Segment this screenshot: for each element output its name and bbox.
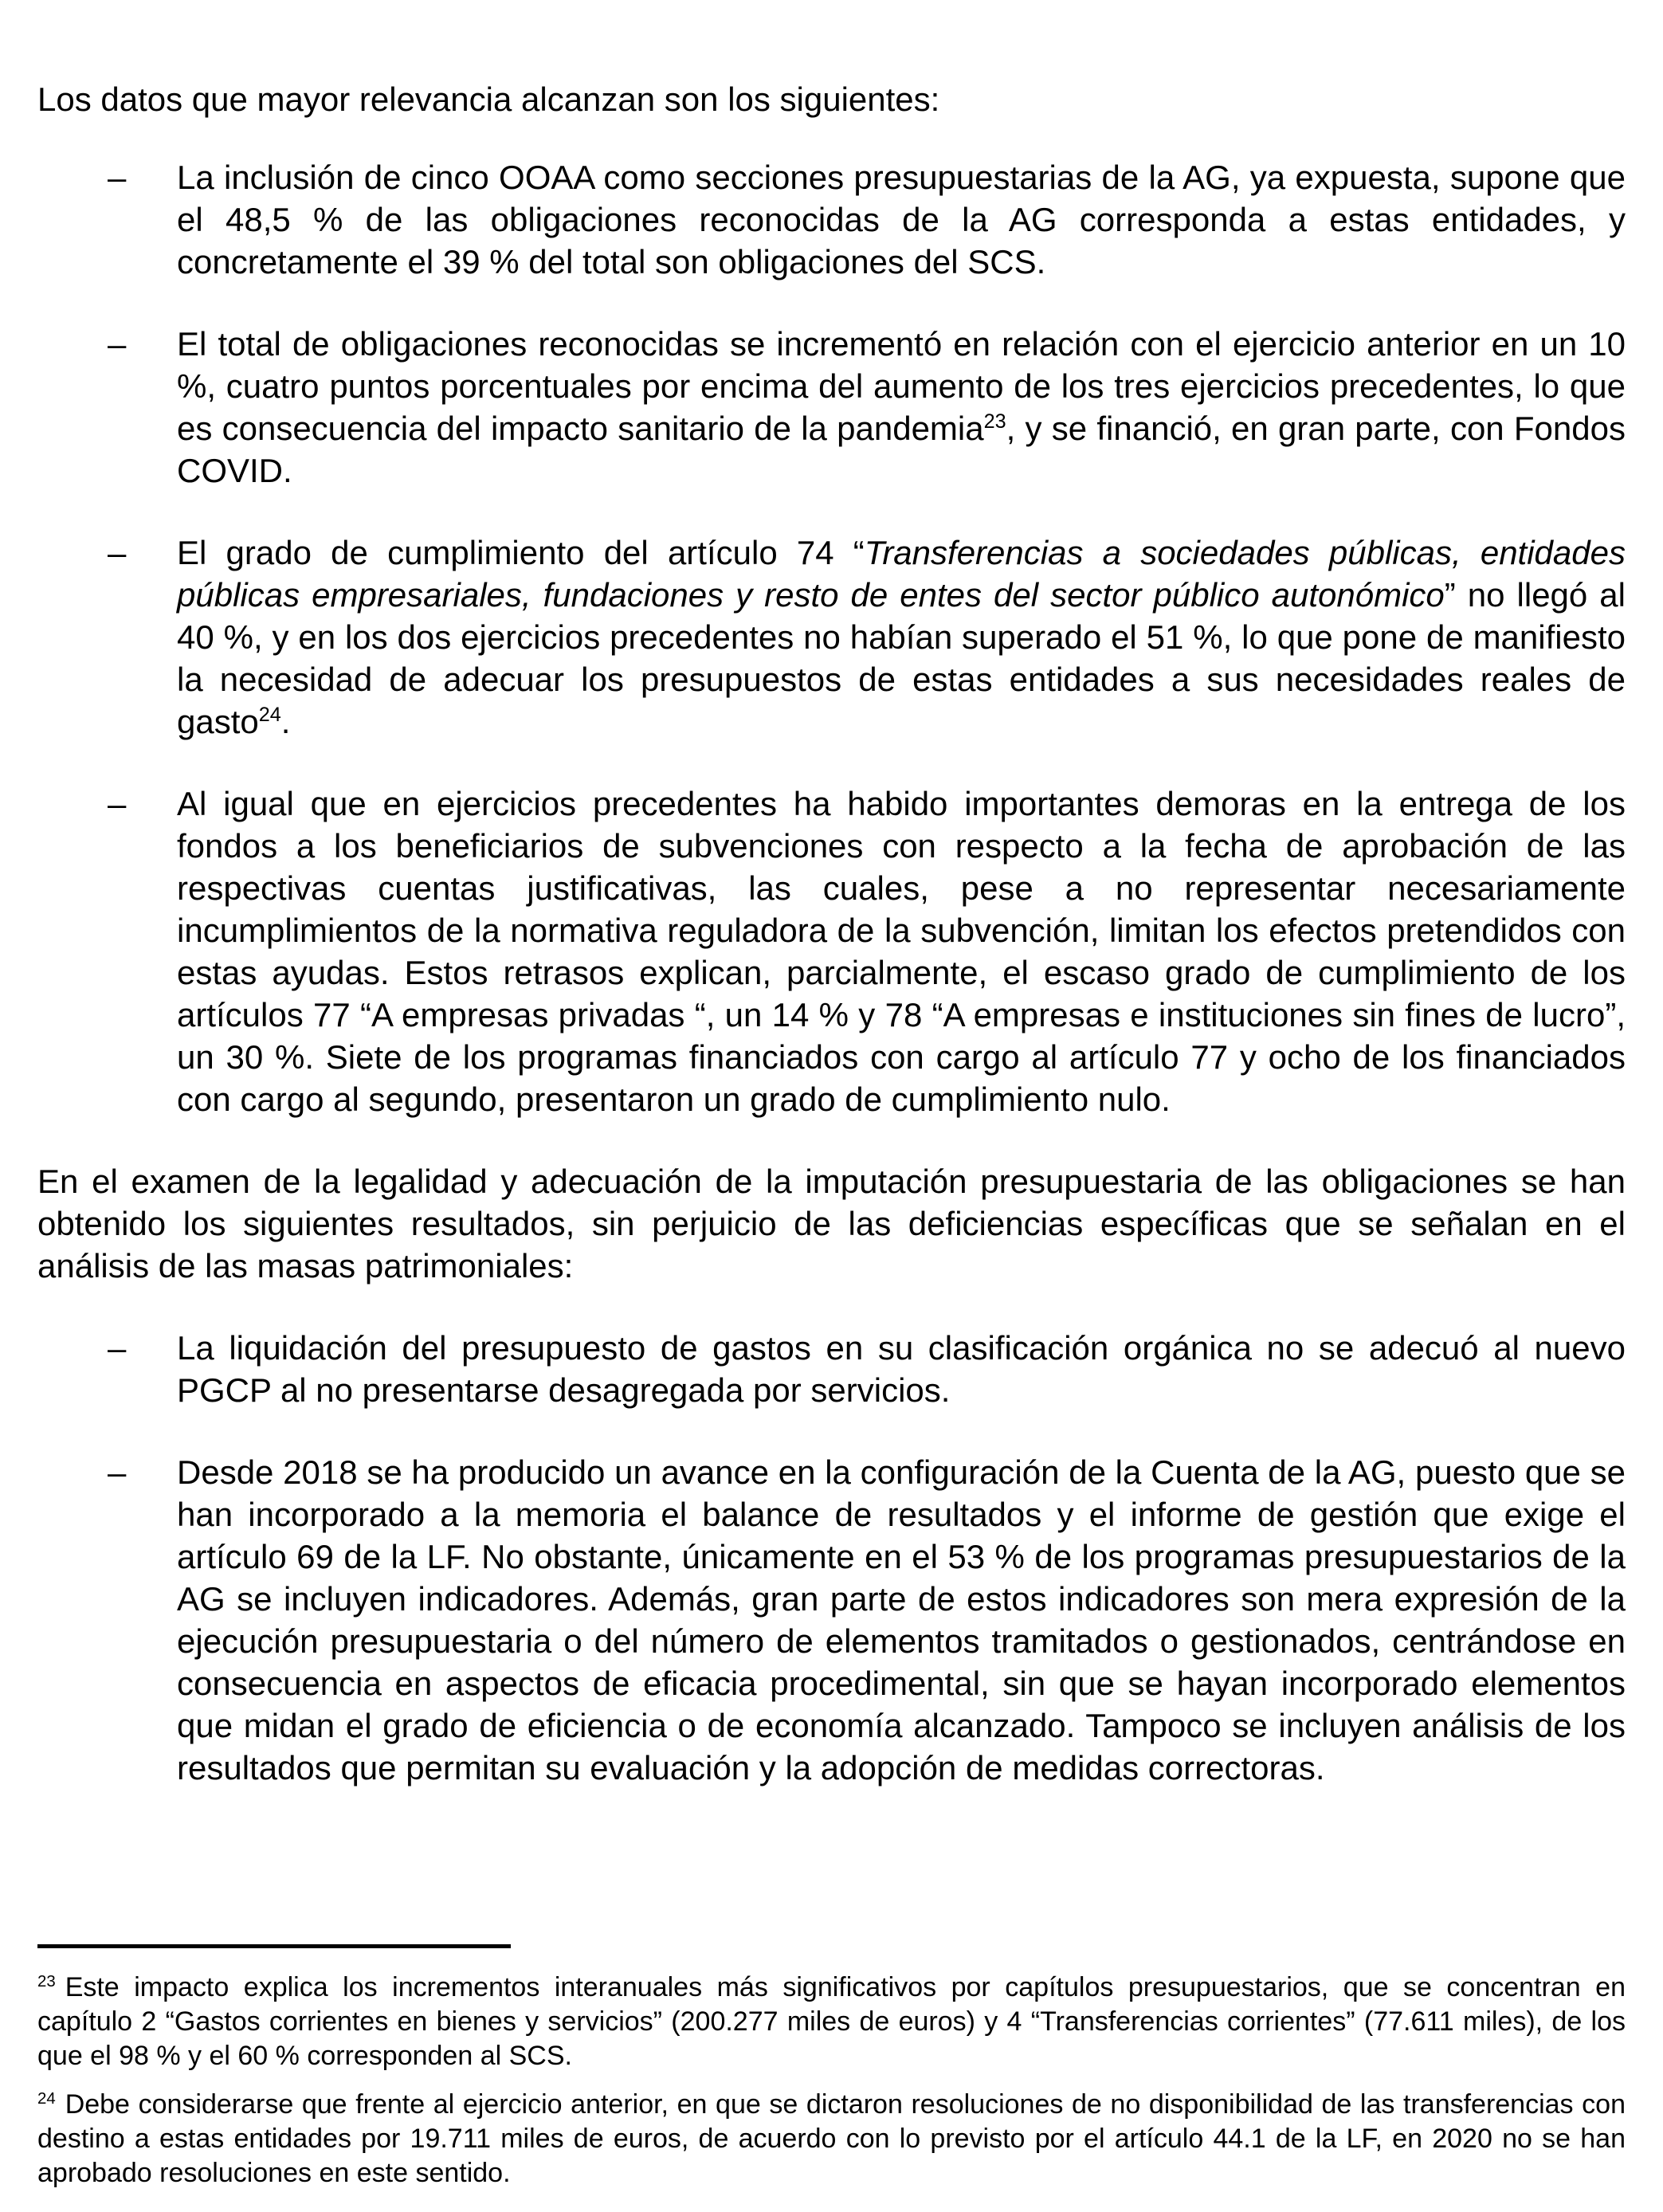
bullet-dash: –: [108, 1453, 127, 1491]
list-item-text: La liquidación del presupuesto de gastos en su clasificación orgánica no se adecuó al nuevo PGCP al no presentarse desagregada por servicios.: [177, 1329, 1626, 1409]
footnote-text: Debe considerarse que frente al ejercicio anterior, en que se dictaron resoluciones de no disponibilidad de las transferencias con destino a estas entidades por 19.711 miles de euros, de acuerdo con lo previsto por el artículo 44.1 de la LF, en 2020 no se han aprobado resoluciones en este sentido.: [37, 2089, 1626, 2188]
intro-paragraph: Los datos que mayor relevancia alcanzan son los siguientes:: [37, 80, 940, 118]
findings-list-1: [37, 156, 1626, 1120]
middle-paragraph: En el examen de la legalidad y adecuación de la imputación presupuestaria de las obligaciones se han obtenido los siguientes resultados, sin perjuicio de las deficiencias específicas que se señalan en el análisis de las masas patrimoniales:: [37, 1163, 1626, 1284]
footnote-marker: 24: [37, 2089, 56, 2108]
list-item-total-obligaciones: [37, 323, 1626, 492]
footnote-separator: [37, 1944, 511, 1948]
bullet-dash: –: [108, 534, 127, 571]
footnote-24: [37, 2088, 1626, 2190]
list-item-text: Al igual que en ejercicios precedentes ha habido importantes demoras en la entrega de los fondos a los beneficiarios de subvenciones con respecto a la fecha de aprobación de las respectivas cuentas justificativas, las cuales, pese a no representar necesariamente incumplimientos de la normativa reguladora de la subvención, limitan los efectos pretendidos con estas ayudas. Estos retrasos explican, parcialmente, el escaso grado de cumplimiento de los artículos 77 “A empresas privadas “, un 14 % y 78 “A empresas e instituciones sin fines de lucro”, un 30 %. Siete de los programas financiados con cargo al artículo 77 y ocho de los financiados con cargo al segundo, presentaron un grado de cumplimiento nulo.: [177, 785, 1626, 1118]
list-item-text: El grado de cumplimiento del artículo 74 “Transferencias a sociedades públicas, entidades públicas empresariales, fundaciones y resto de entes del sector público autonómico” no llegó al 40 %, y en los dos ejercicios precedentes no habían superado el 51 %, lo que pone de manifiesto la necesidad de adecuar los presupuestos de estas entidades a sus necesidades reales de gasto$^{24}$.: [177, 534, 1626, 740]
document-body: [37, 78, 1626, 1829]
list-item-text: El total de obligaciones reconocidas se incrementó en relación con el ejercicio anterior en un 10 %, cuatro puntos porcentuales por encima del aumento de los tres ejercicios precedentes, lo que es consecuencia del impacto sanitario de la pandemia$^{23}$, y se financió, en gran parte, con Fondos COVID.: [177, 325, 1626, 489]
list-item-demoras-subvenciones: [37, 782, 1626, 1120]
list-item-liquidacion-presupuesto: [37, 1327, 1626, 1411]
footnote-marker: 23: [37, 1972, 56, 1990]
list-item-text: La inclusión de cinco OOAA como secciones presupuestarias de la AG, ya expuesta, supone que el 48,5 % de las obligaciones reconocidas de la AG corresponda a estas entidades, y concretamente el 39 % del total son obligaciones del SCS.: [177, 159, 1626, 280]
bullet-dash: –: [108, 159, 127, 196]
list-item-inclusion-ooaa: [37, 156, 1626, 283]
findings-list-2: [37, 1327, 1626, 1789]
bullet-dash: –: [108, 325, 127, 363]
footnote-23: [37, 1971, 1626, 2073]
bullet-dash: –: [108, 1329, 127, 1367]
list-item-cuenta-ag-indicadores: [37, 1451, 1626, 1789]
list-item-articulo-74: [37, 531, 1626, 743]
bullet-dash: –: [108, 785, 127, 822]
footnote-text: Este impacto explica los incrementos interanuales más significativos por capítulos presupuestarios, que se concentran en capítulo 2 “Gastos corrientes en bienes y servicios” (200.277 miles de euros) y 4 “Transferencias corrientes” (77.611 miles), de los que el 98 % y el 60 % corresponden al SCS.: [37, 1972, 1626, 2071]
footnotes-section: [37, 1944, 1626, 2190]
list-item-text: Desde 2018 se ha producido un avance en la configuración de la Cuenta de la AG, puesto que se han incorporado a la memoria el balance de resultados y el informe de gestión que exige el artículo 69 de la LF. No obstante, únicamente en el 53 % de los programas presupuestarios de la AG se incluyen indicadores. Además, gran parte de estos indicadores son mera expresión de la ejecución presupuestaria o del número de elementos tramitados o gestionados, centrándose en consecuencia en aspectos de eficacia procedimental, sin que se hayan incorporado elementos que midan el grado de eficiencia o de economía alcanzado. Tampoco se incluyen análisis de los resultados que permitan su evaluación y la adopción de medidas correctoras.: [177, 1453, 1626, 1786]
